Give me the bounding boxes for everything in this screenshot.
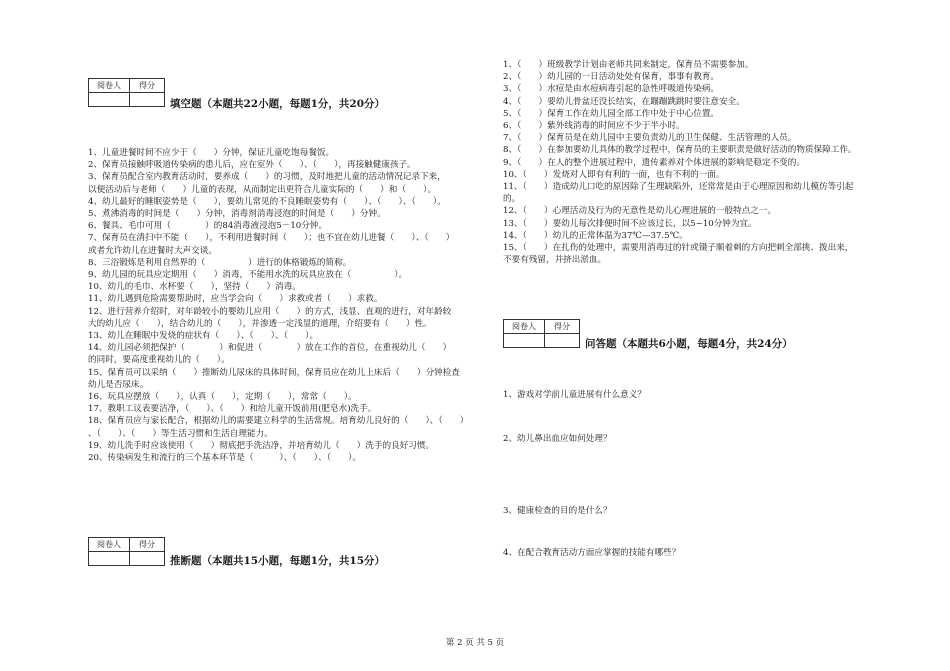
- question-item: [88, 208, 473, 220]
- grader-cell: [89, 552, 130, 566]
- qa-question-3: 3、健康检查的目的是什么？: [503, 506, 612, 516]
- question-line: 5、煮沸消毒的时间是（ ）分钟，消毒剂消毒浸泡的时间是（ ）分钟。: [88, 209, 386, 220]
- question-line: 12、（ ）心理活动及行为的无意性是幼儿心理进展的一般特点之一。: [503, 206, 777, 217]
- question-line: 7、（ ）保育员是在幼儿园中主要负责幼儿的卫生保健、生活管理的人员。: [503, 133, 797, 144]
- question-item: [503, 96, 913, 108]
- question-item: [503, 59, 913, 71]
- question-line: 不要有残留，并挤出淤血。: [503, 255, 607, 266]
- question-line: 6、餐具、毛巾可用（ ）的84消毒液浸泡5－10分钟。: [88, 221, 328, 232]
- score-cell: [130, 93, 165, 107]
- question-item: [88, 342, 473, 366]
- question-line: 的同时，要高度重视幼儿的（ ）。: [88, 355, 230, 366]
- question-item: [88, 159, 473, 171]
- question-line: 幼儿是否尿床。: [88, 379, 149, 390]
- judge-question-list: [503, 59, 913, 266]
- question-line: 16、玩具应摆放（ ），认真（ ），定期（ ），常常（ ）。: [88, 392, 357, 403]
- question-item: [503, 181, 913, 205]
- question-line: 13、幼儿在睡眠中发烧的症状有（ ）、（ ）、（ ）。: [88, 331, 319, 342]
- question-item: [88, 220, 473, 232]
- question-item: [503, 230, 913, 242]
- question-item: [88, 452, 473, 464]
- question-item: [503, 242, 913, 266]
- question-line: 20、传染病发生和流行的三个基本环节是（ ）、（ ）、（ ）。: [88, 453, 362, 464]
- question-line: 11、（ ）造成幼儿口吃的原因除了生理缺陷外，还常常是由于心理原因和幼儿模仿等引起: [503, 182, 854, 193]
- question-line: 19、幼儿洗手时应该使用（ ）彻底把手洗洁净，并培育幼儿（ ）洗手的良好习惯。: [88, 440, 435, 451]
- judge-score-box: [88, 537, 165, 566]
- question-item: [88, 391, 473, 403]
- question-item: [88, 269, 473, 281]
- score-head-grader: 阅卷人: [89, 79, 130, 93]
- score-cell: [130, 552, 165, 566]
- question-item: [88, 367, 473, 391]
- question-item: [88, 415, 473, 439]
- question-line: 12、进行营养介绍时，对年龄较小的婴幼儿应用（ ）的方式，浅显、直观的进行，对年龄较: [88, 306, 452, 317]
- question-item: [503, 157, 913, 169]
- question-item: [503, 71, 913, 83]
- question-line: 3、保育员配合室内教育活动时，要养成（ ）的习惯，及时地把儿童的活动情况记录下来，: [88, 172, 446, 183]
- question-line: 14、（ ）幼儿的正常体温为37℃—37.5℃。: [503, 230, 688, 241]
- question-item: [88, 171, 473, 195]
- question-item: [88, 196, 473, 208]
- question-line: 8、三浴锻炼是利用自然界的（ ）进行的体格锻炼的简称。: [88, 257, 352, 268]
- question-line: 8、（ ）在参加要幼儿具体的教学过程中，保育员的主要职责是做好活动的物质保障工作。: [503, 145, 857, 156]
- question-line: 18、保育员应与家长配合，根据幼儿的需要建立科学的生活常规。培育幼儿良好的（ ）、（ ）: [88, 416, 469, 427]
- qa-section-title: 问答题（本题共6小题，每题4分，共24分）: [585, 338, 793, 350]
- question-line: 1、儿童进餐时间不应少于（ ）分钟，保证儿童吃饱每餐饭。: [88, 148, 335, 158]
- question-item: [503, 218, 913, 230]
- judge-section-title: 推断题（本题共15小题，每题1分，共15分）: [170, 555, 386, 567]
- question-line: 的。: [503, 194, 521, 205]
- question-line: 4、（ ）要幼儿骨盆还没长结实，在蹦蹦跳跳时要注意安全。: [503, 96, 745, 107]
- question-line: 2、（ ）幼儿园的一日活动处处有保育，事事有教育。: [503, 72, 720, 83]
- question-line: 大的幼儿应（ ），结合幼儿的（ ），并渗透一定浅显的道理，介绍要有（ ）性。: [88, 318, 432, 329]
- question-line: 14、幼儿园必须把保护（ ）和促进（ ）放在工作的首位，在重视幼儿（ ）: [88, 343, 452, 354]
- question-item: [503, 120, 913, 132]
- grader-cell: [504, 334, 545, 348]
- question-item: [88, 293, 473, 305]
- question-line: 4、幼儿最好的睡眠姿势是（ ），要幼儿常见的不良睡眠姿势有（ ）、（ ）、（ ）。: [88, 196, 446, 207]
- question-line: 3、（ ）水痘是由水痘病毒引起的急性呼吸道传染病。: [503, 84, 720, 95]
- page-footer: 第 2 页 共 5 页: [445, 638, 505, 648]
- question-line: 6、（ ）紫外线消毒的时间应不少于半小时。: [503, 121, 685, 132]
- question-line: 11、幼儿遇到危险需要帮助时，应当学会向（ ）求救或者（ ）求救。: [88, 294, 383, 305]
- score-cell: [545, 334, 580, 348]
- question-line: 9、幼儿园的玩具应定期用（ ）消毒，不能用水洗的玩具应放在（ ）。: [88, 270, 408, 281]
- fill-score-box: [88, 78, 165, 107]
- qa-question-2: 2、幼儿鼻出血应如何处理？: [503, 434, 612, 444]
- qa-question-4: 4、在配合教育活动方面应掌握的技能有哪些？: [503, 548, 681, 558]
- question-item: [88, 257, 473, 269]
- question-item: [88, 232, 473, 256]
- question-item: [503, 144, 913, 156]
- question-item: [503, 132, 913, 144]
- question-line: 2、保育员接触呼吸道传染病的患儿后，应在室外（ ）、（ ），再接触健康孩子。: [88, 160, 416, 171]
- question-item: [88, 306, 473, 330]
- question-item: [88, 440, 473, 452]
- question-line: 以便活动后与老师（ ）儿童的表现，从而制定出更符合儿童实际的（ ）和（ ）。: [88, 184, 437, 195]
- question-line: 10、（ ）发烧对人即有有利的一面，也有不利的一面。: [503, 169, 725, 180]
- question-item: [503, 205, 913, 217]
- score-head-score: 得分: [545, 320, 580, 334]
- grader-cell: [89, 93, 130, 107]
- question-item: [88, 147, 473, 159]
- fill-question-list: [88, 147, 473, 464]
- question-item: [503, 83, 913, 95]
- fill-section-title: 填空题（本题共22小题，每题1分，共20分）: [170, 98, 386, 110]
- score-head-score: 得分: [130, 538, 165, 552]
- score-head-grader: 阅卷人: [89, 538, 130, 552]
- question-line: 15、（ ）在扎伤的处理中，需要用消毒过的针或镊子顺着刺的方向把刺全部挑、拨出来，: [503, 243, 854, 254]
- question-line: 7、保育员在清扫中不能（ ），不利用进餐时间（ ）；也不宜在幼儿进餐（ ）、（ ）: [88, 233, 455, 244]
- question-line: 、（ ）、（ ）等生活习惯和生活自理能力。: [88, 428, 273, 439]
- qa-score-box: [503, 319, 580, 348]
- question-line: 或者允许幼儿在进餐时大声交谈。: [88, 245, 217, 256]
- score-head-score: 得分: [130, 79, 165, 93]
- question-line: 17、教职工议表要洁净，（ ）、（ ）和给儿童开饭前用(肥皂水)洗手。: [88, 404, 377, 415]
- question-line: 5、（ ）保育工作在幼儿园全部工作中处于中心位置。: [503, 108, 720, 119]
- question-item: [88, 403, 473, 415]
- qa-question-1: 1、游戏对学前儿童进展有什么意义？: [503, 390, 646, 400]
- question-line: 10、幼儿的毛巾、水杯要（ ），坚持（ ）消毒。: [88, 282, 301, 293]
- question-item: [503, 108, 913, 120]
- question-line: 9、（ ）在人的整个进展过程中，遗传素养对个体进展的影响是稳定不变的。: [503, 157, 805, 168]
- question-line: 1、（ ）班级教学计划由老师共同来制定，保育员不需要参加。: [503, 60, 754, 70]
- score-head-grader: 阅卷人: [504, 320, 545, 334]
- question-line: 15、保育员可以采纳（ ）推断幼儿尿床的具体时间，保育员应在幼儿上床后（ ）分钟检查: [88, 367, 460, 378]
- question-line: 13、（ ）要幼儿每次排便时间不应该过长，以5~10分钟为宜。: [503, 218, 757, 229]
- question-item: [88, 281, 473, 293]
- question-item: [88, 330, 473, 342]
- question-item: [503, 169, 913, 181]
